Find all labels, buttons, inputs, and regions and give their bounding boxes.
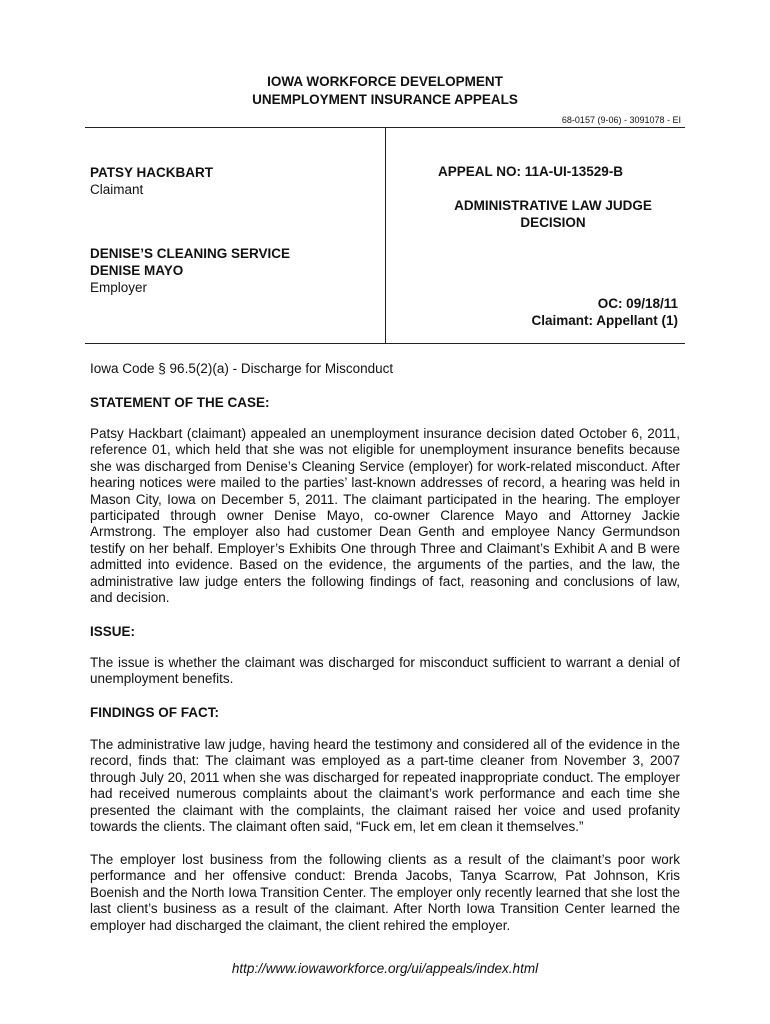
decision-title xyxy=(418,197,688,231)
footer-url[interactable]: http://www.iowaworkforce.org/ui/appeals/index.html xyxy=(231,961,539,976)
findings-section-2 xyxy=(90,852,680,934)
findings-paragraph-1: The administrative law judge, having heard the testimony and considered all of the evidence in the record, finds that: The claimant was employed as a part-time cleaner from November 3, 2007 through July 20, 2011 when she was discharged for repeated inappropriate conduct. The employer had received numerous complaints about the claimant’s work performance and each time she presented the claimant with the complaints, the claimant raised her voice and used profanity towards the clients. The claimant often said, “Fuck em, let em clean it themselves.” xyxy=(90,737,680,835)
employer-block xyxy=(90,245,290,296)
claimant-status: Claimant: Appellant (1) xyxy=(531,313,678,328)
statement-section xyxy=(90,426,680,606)
division-title: UNEMPLOYMENT INSURANCE APPEALS xyxy=(252,92,518,107)
claimant-name: PATSY HACKBART xyxy=(90,165,214,180)
decision-title-line1: ADMINISTRATIVE LAW JUDGE xyxy=(454,198,652,213)
claimant-role: Claimant xyxy=(90,182,144,197)
employer-role: Employer xyxy=(90,280,148,295)
statement-paragraph: Patsy Hackbart (claimant) appealed an unemployment insurance decision dated October 6, 2011, reference 01, which held that she was not eligible for unemployment insurance benefits because she was discharged from Denise’s Cleaning Service (employer) for work-related misconduct. After hearing notices were mailed to the parties’ last-known addresses of record, a hearing was held in Mason City, Iowa on December 5, 2011. The claimant participated in the hearing. The employer participated through owner Denise Mayo, co-owner Clarence Mayo and Attorney Jackie Armstrong. The employer also had customer Dean Genth and employee Nancy Germundson testify on her behalf. Employer’s Exhibits One through Three and Claimant’s Exhibit A and B were admitted into evidence. Based on the evidence, the arguments of the parties, and the law, the administrative law judge enters the following findings of fact, reasoning and conclusions of law, and decision. xyxy=(90,426,680,606)
form-number: 68-0157 (9-06) - 3091078 - EI xyxy=(561,115,681,125)
agency-title: IOWA WORKFORCE DEVELOPMENT xyxy=(267,74,503,89)
code-citation: Iowa Code § 96.5(2)(a) - Discharge for Misconduct xyxy=(90,361,394,376)
issue-paragraph: The issue is whether the claimant was discharged for misconduct sufficient to warrant a denial of unemployment benefits. xyxy=(90,655,680,687)
issue-section xyxy=(90,655,680,688)
statement-heading: STATEMENT OF THE CASE: xyxy=(90,395,270,410)
claimant-block xyxy=(90,164,213,198)
appeal-number: APPEAL NO: 11A-UI-13529-B xyxy=(438,164,624,179)
caption-bottom-rule xyxy=(85,343,685,344)
findings-section-1 xyxy=(90,737,680,835)
decision-title-line2: DECISION xyxy=(520,215,586,230)
employer-contact: DENISE MAYO xyxy=(90,263,184,278)
oc-block xyxy=(531,295,678,329)
findings-paragraph-2: The employer lost business from the following clients as a result of the claimant’s poor work performance and her offensive conduct: Brenda Jacobs, Tanya Scarrow, Pat Johnson, Kris Boenish and the North Iowa Transition Center. The employer only recently learned that she lost the last client’s business as a result of the claimant. After North Iowa Transition Center learned the employer had discharged the claimant, the client rehired the employer. xyxy=(90,852,680,933)
caption-divider xyxy=(385,127,386,343)
employer-name: DENISE’S CLEANING SERVICE xyxy=(90,246,291,261)
issue-heading: ISSUE: xyxy=(90,624,136,639)
oc-date: OC: 09/18/11 xyxy=(597,296,678,311)
findings-heading: FINDINGS OF FACT: xyxy=(90,705,219,720)
